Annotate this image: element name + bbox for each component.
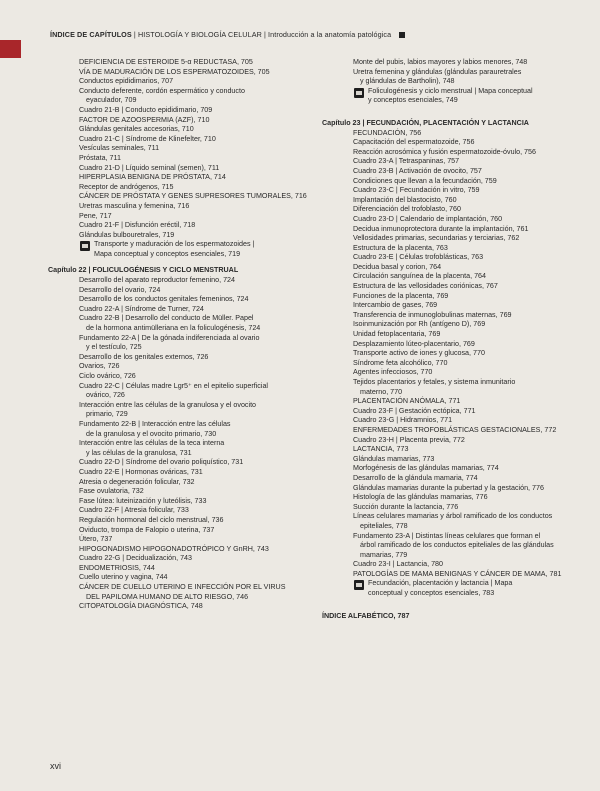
toc-entry: Pene, 717: [79, 211, 112, 220]
page-number: xvi: [50, 761, 61, 771]
toc-entry: Cuadro 23-C | Fecundación in vitro, 759: [353, 186, 480, 195]
concept-map-icon: [354, 580, 364, 590]
toc-entry: Cuadro 23-B | Activación de ovocito, 757: [353, 166, 482, 175]
header-subtitle: | HISTOLOGÍA Y BIOLOGÍA CELULAR | Introducción a la anatomía patológica: [131, 30, 392, 39]
chapter-color-tab: [0, 40, 21, 58]
toc-entry: Circulación sanguínea de la placenta, 764: [353, 272, 486, 281]
toc-entry: Diferenciación del trofoblasto, 760: [353, 205, 461, 214]
chapter-heading: Capítulo 23 | FECUNDACIÓN, PLACENTACIÓN Y LACTANCIA: [322, 118, 529, 127]
toc-entry: conceptual y conceptos esenciales, 783: [368, 589, 495, 598]
entry-text: Foliculogénesis y ciclo menstrual | Mapa conceptual: [368, 86, 533, 95]
spacer: [322, 106, 584, 112]
header-title: ÍNDICE DE CAPÍTULOS: [50, 30, 132, 39]
toc-entry: y conceptos esenciales, 749: [368, 96, 458, 105]
toc-entry: Desarrollo de los conductos genitales femeninos, 724: [79, 295, 249, 304]
header-square-mark: [399, 32, 405, 38]
toc-entry: Cuadro 22-B | Desarrollo del conducto de Müller. Papel: [79, 314, 254, 323]
toc-entry: Uretra femenina y glándulas (glándulas parauretrales: [353, 67, 522, 76]
toc-entry: Vellosidades primarias, secundarias y terciarias, 762: [353, 234, 520, 243]
toc-entry: Cuadro 23-A | Tetraspaninas, 757: [353, 157, 460, 166]
toc-entry: Implantación del blastocisto, 760: [353, 195, 457, 204]
toc-entry: Regulación hormonal del ciclo menstrual, 736: [79, 515, 224, 524]
toc-entry: Tejidos placentarios y fetales, y sistema inmunitario: [353, 378, 516, 386]
toc-entry: ENFERMEDADES TROFOBLÁSTICAS GESTACIONALES, 772: [353, 425, 557, 434]
toc-entry: Glándulas mamarias durante la pubertad y la gestación, 776: [353, 483, 544, 492]
toc-entry: DEL PAPILOMA HUMANO DE ALTO RIESGO, 746: [86, 592, 249, 601]
toc-entry: Cuadro 22-D | Síndrome del ovario poliquístico, 731: [79, 458, 244, 467]
toc-entry: HIPOGONADISMO HIPOGONADOTRÓPICO Y GnRH, 743: [79, 544, 269, 553]
toc-entry: de la granulosa y el ovocito primario, 730: [86, 429, 217, 438]
toc-entry: Capacitación del espermatozoide, 756: [353, 138, 475, 147]
toc-entry: y las células de la granulosa, 731: [86, 448, 192, 457]
toc-entry: Histología de las glándulas mamarias, 776: [353, 493, 488, 502]
toc-entry: Estructura de las vellosidades coriónicas, 767: [353, 282, 498, 291]
toc-entry: Cuadro 22-A | Síndrome de Turner, 724: [79, 304, 204, 313]
toc-left-column: [48, 58, 310, 612]
toc-entry: Cuello uterino y vagina, 744: [79, 573, 168, 582]
toc-entry: HIPERPLASIA BENIGNA DE PRÓSTATA, 714: [79, 173, 226, 182]
concept-map-entry: [322, 579, 584, 589]
toc-entry: materno, 770: [360, 387, 403, 396]
toc-entry: Condiciones que llevan a la fecundación, 759: [353, 176, 497, 185]
entry-text: Transporte y maduración de los espermatozoides |: [94, 240, 255, 249]
toc-entry: Cuadro 23-I | Lactancia, 780: [353, 560, 443, 569]
toc-entry: y el testículo, 725: [86, 343, 142, 352]
toc-entry: Líneas celulares mamarias y árbol ramificado de los conductos: [353, 512, 553, 521]
toc-entry: eyaculador, 709: [86, 96, 137, 105]
toc-entry: mamarias, 779: [360, 550, 408, 559]
toc-entry: Cuadro 23-E | Células trofoblásticas, 763: [353, 253, 484, 262]
toc-entry: ovárico, 726: [86, 391, 125, 400]
toc-entry: Unidad fetoplacentaria, 769: [353, 330, 441, 339]
toc-entry: de la hormona antimülleriana en la foliculogénesis, 724: [86, 324, 261, 333]
toc-entry: Interacción entre las células de la teca interna: [79, 439, 225, 448]
toc-entry: Cuadro 21-C | Síndrome de Klinefelter, 710: [79, 134, 216, 143]
toc-entry: Interacción entre las células de la granulosa y el ovocito: [79, 400, 257, 409]
toc-entry: primario, 729: [86, 410, 128, 419]
toc-entry: Cuadro 23-H | Placenta previa, 772: [353, 435, 465, 444]
toc-entry: Cuadro 22-F | Atresia folicular, 733: [79, 506, 189, 515]
toc-entry: Cuadro 22-C | Células madre Lgr5⁺ en el epitelio superficial: [79, 381, 268, 390]
toc-entry: Síndrome feta alcohólico, 770: [353, 358, 448, 367]
toc-entry: Fundamento 22-B | Interacción entre las células: [79, 419, 231, 428]
toc-right-column: [322, 58, 584, 621]
toc-entry: Morfogénesis de las glándulas mamarias, 774: [353, 464, 499, 473]
concept-map-icon: [354, 88, 364, 98]
toc-entry: Cuadro 21-B | Conducto epididimario, 709: [79, 105, 213, 114]
toc-entry: CITOPATOLOGÍA DIAGNÓSTICA, 748: [79, 602, 203, 611]
toc-entry: Monte del pubis, labios mayores y labios menores, 748: [353, 58, 528, 66]
toc-entry: Cuadro 21-F | Disfunción eréctil, 718: [79, 221, 196, 230]
toc-entry: Cuadro 22-G | Decidualización, 743: [79, 554, 192, 563]
toc-entry: epiteliales, 778: [360, 521, 408, 530]
toc-entry: Decidua inmunoprotectora durante la implantación, 761: [353, 224, 529, 233]
toc-entry: Reacción acrosómica y fusión espermatozoide-óvulo, 756: [353, 147, 536, 156]
concept-map-entry: [48, 240, 310, 250]
toc-entry: Intercambio de gases, 769: [353, 301, 438, 310]
entry-text: Fecundación, placentación y lactancia | Mapa: [368, 579, 513, 588]
toc-entry: Uretras masculina y femenina, 716: [79, 201, 190, 210]
toc-entry: DEFICIENCIA DE ESTEROIDE 5-α REDUCTASA, 705: [79, 58, 253, 66]
concept-map-icon: [80, 241, 90, 251]
toc-entry: Transferencia de inmunoglobulinas maternas, 769: [353, 310, 512, 319]
toc-entry: Conductos epididimarios, 707: [79, 77, 174, 86]
toc-entry: Fundamento 22-A | De la gónada indiferenciada al ovario: [79, 333, 260, 342]
toc-entry: Desarrollo del aparato reproductor femenino, 724: [79, 276, 235, 285]
toc-entry: Fase lútea: luteinización y luteólisis, 733: [79, 496, 207, 505]
toc-entry: CÁNCER DE PRÓSTATA Y GENES SUPRESORES TUMORALES, 716: [79, 192, 307, 201]
toc-entry: Succión durante la lactancia, 776: [353, 502, 459, 511]
toc-entry: Glándulas bulbouretrales, 719: [79, 230, 175, 239]
toc-entry: CÁNCER DE CUELLO UTERINO E INFECCIÓN POR EL VIRUS: [79, 583, 286, 592]
toc-entry: Cuadro 23-D | Calendario de implantación, 760: [353, 214, 503, 223]
toc-entry: y glándulas de Bartholin), 748: [360, 77, 455, 86]
running-header: [50, 30, 430, 39]
toc-entry: Desarrollo de la glándula mamaria, 774: [353, 473, 478, 482]
toc-entry: Cuadro 22-E | Hormonas ováricas, 731: [79, 467, 203, 476]
toc-entry: Desarrollo de los genitales externos, 726: [79, 352, 209, 361]
toc-entry: Desplazamiento lúteo-placentario, 769: [353, 339, 475, 348]
toc-entry: Cuadro 23-F | Gestación ectópica, 771: [353, 406, 476, 415]
toc-entry: Ovarios, 726: [79, 362, 120, 371]
toc-entry: Útero, 737: [79, 535, 113, 544]
toc-entry: Estructura de la placenta, 763: [353, 243, 448, 252]
toc-entry: Atresia o degeneración folicular, 732: [79, 477, 195, 486]
toc-entry: Mapa conceptual y conceptos esenciales, 719: [94, 249, 241, 258]
toc-entry: Glándulas genitales accesorias, 710: [79, 125, 194, 134]
toc-entry: PATOLOGÍAS DE MAMA BENIGNAS Y CÁNCER DE MAMA, 781: [353, 569, 562, 578]
toc-entry: Ciclo ovárico, 726: [79, 372, 136, 380]
toc-entry: Desarrollo del ovario, 724: [79, 285, 161, 294]
toc-entry: Oviducto, trompa de Falopio o uterina, 737: [79, 525, 215, 534]
toc-entry: Conducto deferente, cordón espermático y conducto: [79, 86, 245, 95]
toc-entry: árbol ramificado de los conductos epiteliales de las glándulas: [360, 541, 554, 550]
toc-entry: Receptor de andrógenos, 715: [79, 182, 174, 191]
toc-entry: Funciones de la placenta, 769: [353, 291, 449, 300]
toc-entry: Fundamento 23-A | Distintas líneas celulares que forman el: [353, 531, 541, 540]
spacer: [322, 599, 584, 605]
toc-entry: Próstata, 711: [79, 153, 121, 162]
concept-map-entry: [322, 87, 584, 97]
toc-entry: LACTANCIA, 773: [353, 445, 409, 454]
toc-entry: Cuadro 23-G | Hidramnios, 771: [353, 416, 453, 425]
toc-entry: Isoinmunización por Rh (antígeno D), 769: [353, 320, 486, 329]
toc-entry: Agentes infecciosos, 770: [353, 368, 433, 377]
toc-entry: Glándulas mamarias, 773: [353, 454, 435, 463]
toc-entry: Vesículas seminales, 711: [79, 144, 160, 153]
toc-entry: VÍA DE MADURACIÓN DE LOS ESPERMATOZOIDES, 705: [79, 67, 270, 76]
toc-entry: Cuadro 21-D | Líquido seminal (semen), 711: [79, 163, 220, 172]
toc-entry: FACTOR DE AZOOSPERMIA (AZF), 710: [79, 115, 210, 124]
toc-entry: FECUNDACIÓN, 756: [353, 128, 422, 137]
chapter-heading: ÍNDICE ALFABÉTICO, 787: [322, 611, 410, 620]
toc-entry: Decidua basal y corion, 764: [353, 262, 442, 271]
toc-entry: PLACENTACIÓN ANÓMALA, 771: [353, 397, 461, 406]
toc-entry: ENDOMETRIOSIS, 744: [79, 563, 155, 572]
toc-entry: Transporte activo de iones y glucosa, 770: [353, 349, 485, 358]
chapter-heading: Capítulo 22 | FOLICULOGÉNESIS Y CICLO MENSTRUAL: [48, 266, 239, 275]
toc-entry: Fase ovulatoria, 732: [79, 487, 144, 496]
